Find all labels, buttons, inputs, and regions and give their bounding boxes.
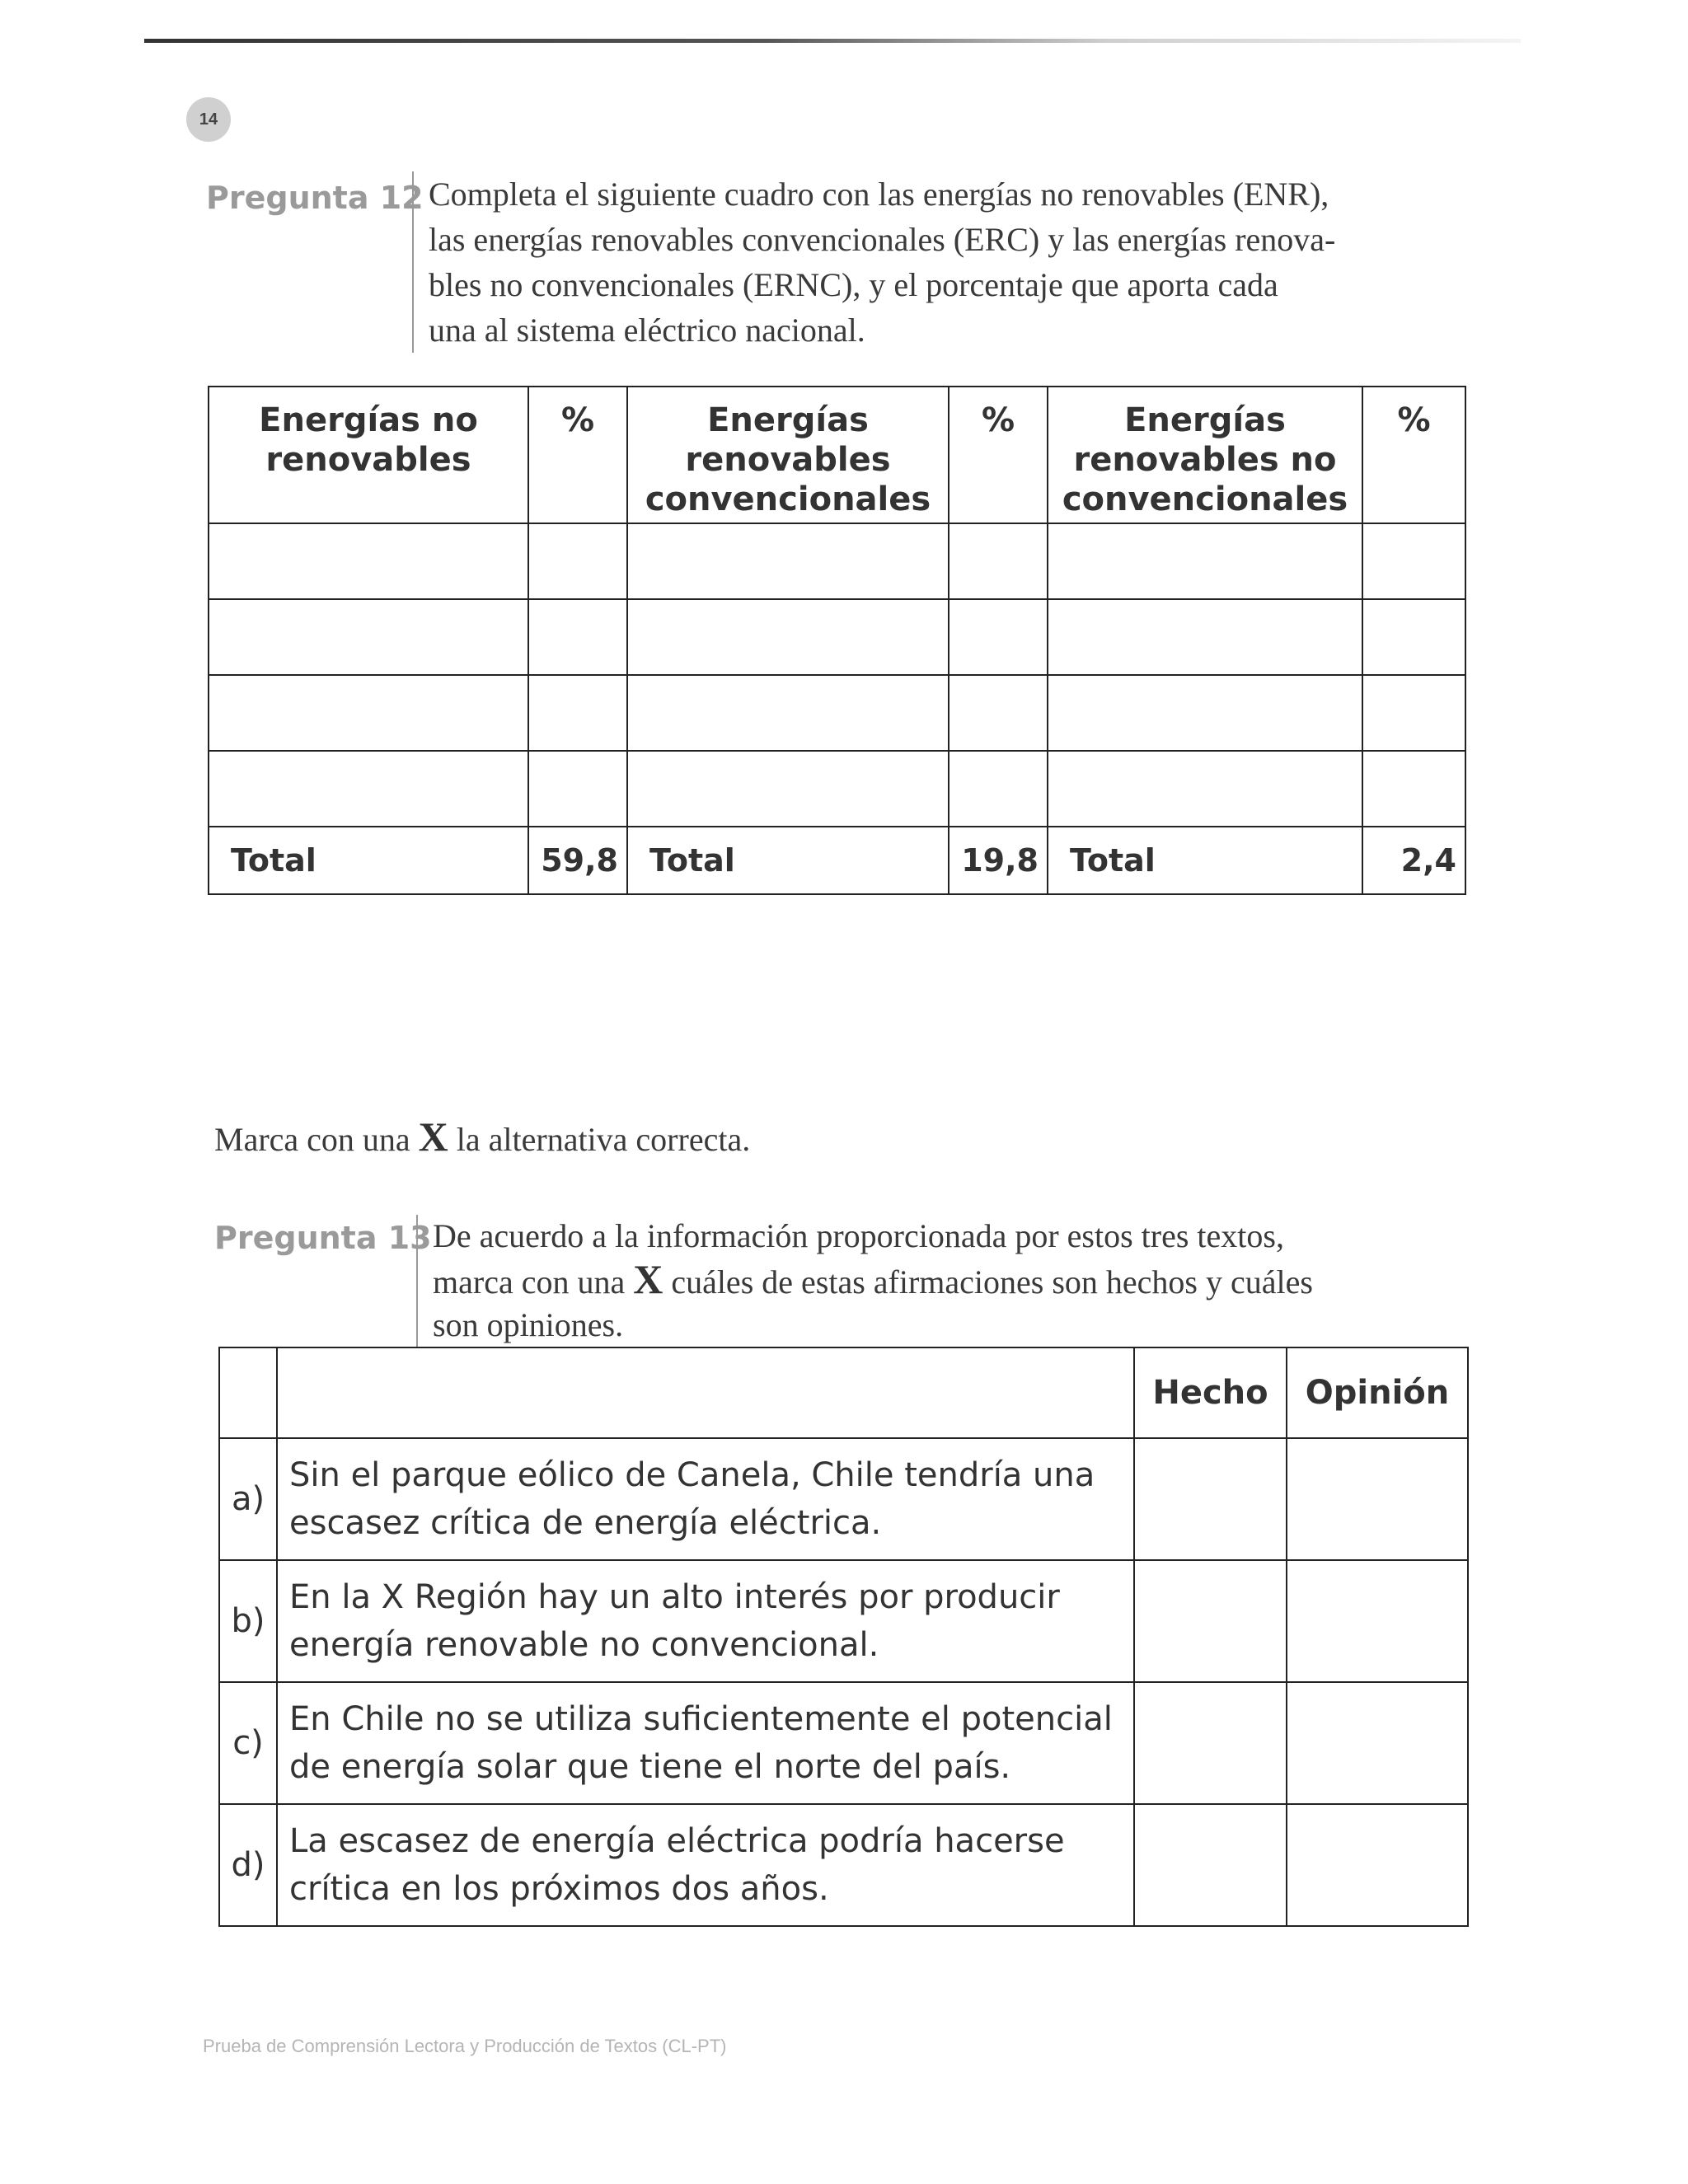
header-text: Energías bbox=[707, 401, 869, 439]
header-text: convencionales bbox=[645, 480, 931, 518]
hecho-checkbox-cell[interactable] bbox=[1134, 1560, 1287, 1682]
statement-row bbox=[219, 1682, 1468, 1804]
footer-text: Prueba de Comprensión Lectora y Producción de Textos (CL-PT) bbox=[203, 2036, 727, 2056]
statement-text bbox=[277, 1682, 1134, 1804]
statement-line: En Chile no se utiliza suficientemente el potencial bbox=[289, 1700, 1113, 1738]
total-nonrenewable-value: 59,8 bbox=[528, 827, 627, 894]
blank-cell[interactable] bbox=[528, 675, 627, 751]
instruction-text bbox=[214, 1113, 750, 1160]
header-text: Energías bbox=[1124, 401, 1286, 439]
header-text: % bbox=[560, 401, 595, 439]
total-label: Total bbox=[1048, 827, 1362, 894]
header-empty-cell bbox=[219, 1347, 277, 1438]
header-opinion: Opinión bbox=[1287, 1347, 1468, 1438]
header-nonconventional-renewable bbox=[1048, 387, 1362, 523]
statement-line: Sin el parque eólico de Canela, Chile tendría una bbox=[289, 1456, 1095, 1494]
top-rule bbox=[144, 39, 1521, 43]
blank-cell[interactable] bbox=[528, 523, 627, 599]
opinion-checkbox-cell[interactable] bbox=[1287, 1438, 1468, 1560]
statement-text bbox=[277, 1804, 1134, 1926]
instruction-part: la alternativa correcta. bbox=[448, 1121, 751, 1158]
statement-text bbox=[277, 1560, 1134, 1682]
energy-table-blank-row bbox=[209, 523, 1465, 599]
opinion-checkbox-cell[interactable] bbox=[1287, 1804, 1468, 1926]
blank-cell[interactable] bbox=[1362, 599, 1465, 675]
statement-text bbox=[277, 1438, 1134, 1560]
blank-cell[interactable] bbox=[209, 751, 528, 827]
blank-cell[interactable] bbox=[1362, 523, 1465, 599]
statement-row bbox=[219, 1438, 1468, 1560]
energy-table-blank-row bbox=[209, 751, 1465, 827]
blank-cell[interactable] bbox=[528, 599, 627, 675]
statement-line: energía renovable no convencional. bbox=[289, 1626, 879, 1664]
blank-cell[interactable] bbox=[1362, 751, 1465, 827]
blank-cell[interactable] bbox=[209, 599, 528, 675]
header-text: renovables bbox=[265, 441, 471, 479]
question-12-line: una al sistema eléctrico nacional. bbox=[429, 312, 865, 349]
header-nonrenewable bbox=[209, 387, 528, 523]
blank-cell[interactable] bbox=[949, 751, 1048, 827]
question-13-line: cuáles de estas afirmaciones son hechos y cuáles bbox=[663, 1263, 1313, 1301]
opinion-checkbox-cell[interactable] bbox=[1287, 1682, 1468, 1804]
blank-cell[interactable] bbox=[1048, 675, 1362, 751]
statement-letter: d) bbox=[219, 1804, 277, 1926]
total-label: Total bbox=[627, 827, 949, 894]
question-13-text bbox=[416, 1215, 1313, 1347]
hecho-checkbox-cell[interactable] bbox=[1134, 1682, 1287, 1804]
header-percent bbox=[949, 387, 1048, 523]
hecho-checkbox-cell[interactable] bbox=[1134, 1438, 1287, 1560]
hecho-checkbox-cell[interactable] bbox=[1134, 1804, 1287, 1926]
question-12-line: Completa el siguiente cuadro con las energías no renovables (ENR), bbox=[429, 176, 1329, 213]
blank-cell[interactable] bbox=[627, 675, 949, 751]
blank-cell[interactable] bbox=[1048, 523, 1362, 599]
question-13-x: X bbox=[633, 1256, 663, 1302]
blank-cell[interactable] bbox=[528, 751, 627, 827]
blank-cell[interactable] bbox=[627, 523, 949, 599]
statement-row bbox=[219, 1804, 1468, 1926]
statement-line: En la X Región hay un alto interés por producir bbox=[289, 1578, 1060, 1616]
blank-cell[interactable] bbox=[1048, 751, 1362, 827]
statement-line: escasez crítica de energía eléctrica. bbox=[289, 1504, 882, 1542]
energy-table-header-row bbox=[209, 387, 1465, 523]
energy-table bbox=[208, 386, 1466, 895]
blank-cell[interactable] bbox=[949, 599, 1048, 675]
header-text: renovables no bbox=[1073, 441, 1337, 479]
blank-cell[interactable] bbox=[949, 523, 1048, 599]
header-text: renovables bbox=[685, 441, 891, 479]
statement-letter: b) bbox=[219, 1560, 277, 1682]
statement-line: La escasez de energía eléctrica podría hacerse bbox=[289, 1822, 1065, 1860]
statement-line: de energía solar que tiene el norte del país. bbox=[289, 1748, 1011, 1786]
statement-letter: a) bbox=[219, 1438, 277, 1560]
energy-table-blank-row bbox=[209, 675, 1465, 751]
opinion-checkbox-cell[interactable] bbox=[1287, 1560, 1468, 1682]
blank-cell[interactable] bbox=[1048, 599, 1362, 675]
header-conventional-renewable bbox=[627, 387, 949, 523]
blank-cell[interactable] bbox=[209, 675, 528, 751]
header-text: % bbox=[1397, 401, 1431, 439]
header-percent bbox=[1362, 387, 1465, 523]
blank-cell[interactable] bbox=[209, 523, 528, 599]
question-12-text bbox=[412, 171, 1335, 353]
header-hecho: Hecho bbox=[1134, 1347, 1287, 1438]
statement-line: crítica en los próximos dos años. bbox=[289, 1870, 829, 1908]
blank-cell[interactable] bbox=[1362, 675, 1465, 751]
total-nonconventional-value: 2,4 bbox=[1362, 827, 1465, 894]
header-empty-cell bbox=[277, 1347, 1134, 1438]
fact-opinion-table bbox=[218, 1347, 1469, 1927]
statement-letter: c) bbox=[219, 1682, 277, 1804]
question-13-line: De acuerdo a la información proporcionada por estos tres textos, bbox=[433, 1217, 1284, 1254]
instruction-part: Marca con una bbox=[214, 1121, 419, 1158]
question-13-line: marca con una bbox=[433, 1263, 634, 1301]
question-12-label: Pregunta 12 bbox=[206, 180, 424, 216]
total-conventional-value: 19,8 bbox=[949, 827, 1048, 894]
question-12-line: bles no convencionales (ERNC), y el porcentaje que aporta cada bbox=[429, 266, 1278, 303]
header-percent bbox=[528, 387, 627, 523]
blank-cell[interactable] bbox=[949, 675, 1048, 751]
instruction-x: X bbox=[418, 1113, 448, 1160]
header-text: Energías no bbox=[259, 401, 478, 439]
blank-cell[interactable] bbox=[627, 599, 949, 675]
header-text: convencionales bbox=[1062, 480, 1348, 518]
question-13-line: son opiniones. bbox=[433, 1306, 624, 1343]
fact-opinion-header-row bbox=[219, 1347, 1468, 1438]
question-12-line: las energías renovables convencionales (ERC) y las energías renova- bbox=[429, 221, 1336, 258]
statement-row bbox=[219, 1560, 1468, 1682]
total-label: Total bbox=[209, 827, 528, 894]
blank-cell[interactable] bbox=[627, 751, 949, 827]
question-13-label: Pregunta 13 bbox=[214, 1220, 432, 1256]
page-number-badge: 14 bbox=[186, 97, 231, 142]
energy-table-total-row bbox=[209, 827, 1465, 894]
header-text: % bbox=[981, 401, 1015, 439]
energy-table-blank-row bbox=[209, 599, 1465, 675]
